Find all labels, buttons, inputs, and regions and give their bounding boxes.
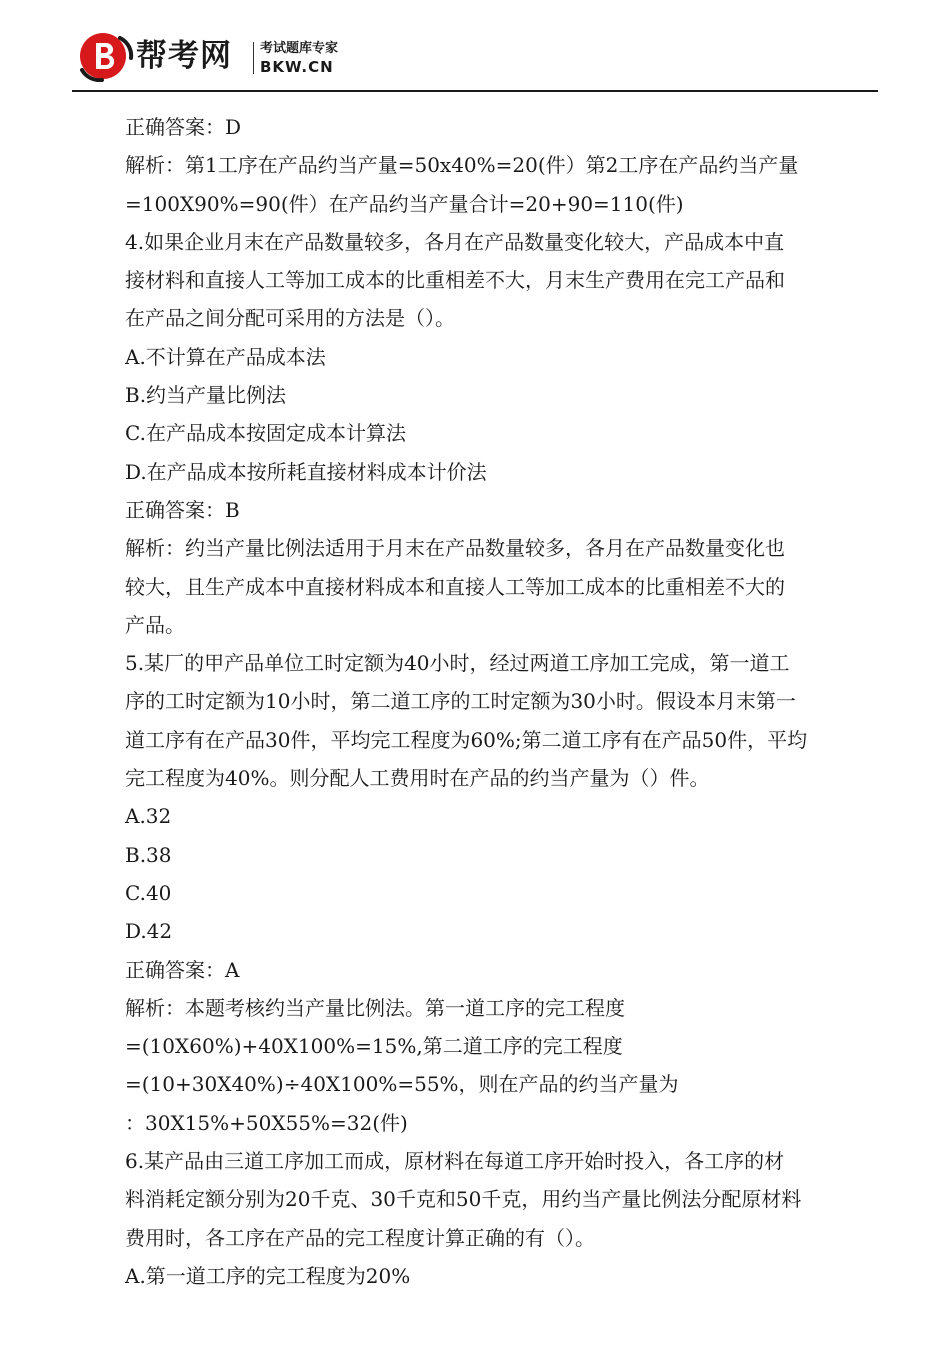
answer-line: 正确答案：D	[125, 115, 242, 139]
document-body	[125, 108, 870, 1295]
question-4-text: 4.如果企业月末在产品数量较多，各月在产品数量变化较大，产品成本中直	[125, 229, 785, 254]
question-6-text: 6.某产品由三道工序加工而成，原材料在每道工序开始时投入，各工序的材	[125, 1149, 785, 1174]
page-header	[0, 0, 950, 92]
option-b: B.约当产量比例法	[125, 383, 287, 408]
question-5-text: 完工程度为40%。则分配人工费用时在产品的约当产量为（）件。	[125, 766, 710, 791]
explanation-line: ：30X15%+50X55%=32(件)	[125, 1110, 408, 1135]
explanation-line: =(10X60%)+40X100%=15%,第二道工序的完工程度	[125, 1034, 623, 1059]
question-4-text: 在产品之间分配可采用的方法是（）。	[125, 306, 455, 331]
answer-line: 正确答案：A	[125, 957, 240, 982]
option-c: C.在产品成本按固定成本计算法	[125, 421, 406, 446]
question-5-text: 道工序有在产品30件，平均完工程度为60%;第二道工序有在产品50件，平均	[125, 727, 808, 752]
explanation-line: =100X90%=90(件）在产品约当产量合计=20+90=110(件)	[125, 191, 684, 216]
bkw-logo-icon	[76, 30, 134, 82]
option-a: A.不计算在产品成本法	[125, 344, 326, 369]
option-a: A.32	[125, 804, 172, 829]
brand-separator	[253, 42, 254, 74]
brand-name: 帮考网	[136, 38, 232, 74]
option-a: A.第一道工序的完工程度为20%	[125, 1263, 411, 1288]
answer-line: 正确答案：B	[125, 497, 240, 522]
question-6-text: 料消耗定额分别为20千克、30千克和50千克，用约当产量比例法分配原材料	[125, 1187, 802, 1212]
option-d: D.在产品成本按所耗直接材料成本计价法	[125, 459, 487, 484]
explanation-line: 解析：约当产量比例法适用于月末在产品数量较多，各月在产品数量变化也	[125, 536, 785, 561]
question-5-text: 5.某厂的甲产品单位工时定额为40小时，经过两道工序加工完成，第一道工	[125, 651, 790, 676]
option-d: D.42	[125, 919, 173, 944]
brand-slogan: 考试题库专家	[260, 41, 339, 56]
question-5-text: 序的工时定额为10小时，第二道工序的工时定额为30小时。假设本月末第一	[125, 689, 796, 714]
question-6-text: 费用时，各工序在产品的完工程度计算正确的有（）。	[125, 1225, 595, 1250]
option-b: B.38	[125, 842, 172, 867]
question-4-text: 接材料和直接人工等加工成本的比重相差不大，月末生产费用在完工产品和	[125, 268, 785, 293]
explanation-line: 解析：本题考核约当产量比例法。第一道工序的完工程度	[125, 995, 625, 1020]
explanation-line: 解析：第1工序在产品约当产量=50x40%=20(件）第2工序在产品约当产量	[125, 153, 799, 178]
explanation-line: 较大，且生产成本中直接材料成本和直接人工等加工成本的比重相差不大的	[125, 574, 785, 599]
explanation-line: =(10+30X40%)÷40X100%=55%，则在产品的约当产量为	[125, 1072, 679, 1097]
header-divider	[72, 90, 878, 92]
explanation-line: 产品。	[125, 612, 185, 637]
brand-domain: BKW.CN	[260, 58, 334, 76]
option-c: C.40	[125, 880, 172, 905]
